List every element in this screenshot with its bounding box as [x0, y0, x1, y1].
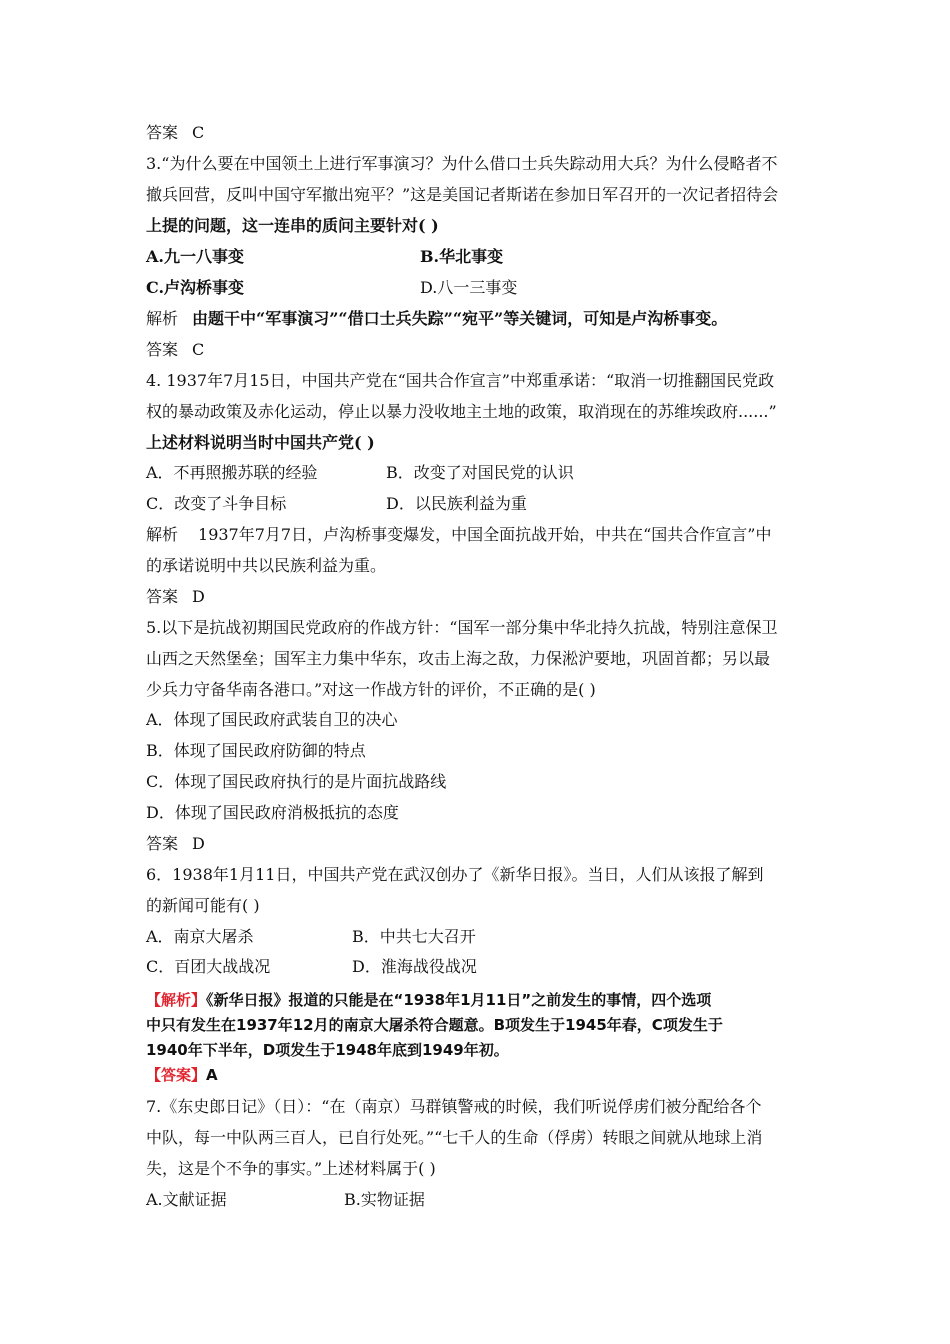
q5-stem-line-2: 山西之天然堡垒；国军主力集中华东，攻击上海之敌，力保淞沪要地，巩固首都；另以最 [146, 649, 771, 668]
q4-analysis-line-1 [146, 524, 771, 546]
q3-answer [146, 339, 204, 361]
answer-label: 答案 [146, 834, 179, 853]
q4-stem-line-2: 权的暴动政策及赤化运动，停止以暴力没收地主土地的政策，取消现在的苏维埃政府......” [146, 402, 777, 421]
q3-option-b: B.华北事变 [420, 247, 504, 266]
q4-option-b: B．改变了对国民党的认识 [386, 463, 574, 482]
q3-option-a: A.九一八事变 [146, 247, 244, 266]
q7-stem-line-1: 7.《东史郎日记》（日）：“在（南京）马群镇警戒的时候，我们听说俘虏们被分配给各个 [146, 1097, 762, 1116]
q6-stem-line-2: 的新闻可能有( ) [146, 896, 260, 915]
q3-analysis [146, 308, 727, 330]
q7-option-b: B.实物证据 [344, 1190, 425, 1209]
q5-stem-line-1: 5.以下是抗战初期国民党政府的作战方针：“国军一部分集中华北持久抗战，特别注意保卫 [146, 618, 778, 637]
q5-stem-line-3: 少兵力守备华南各港口。”对这一作战方针的评价，不正确的是( ) [146, 680, 596, 699]
answer-label: 答案 [146, 587, 179, 606]
q6-analysis-line-2: 中只有发生在1937年12月的南京大屠杀符合题意。B项发生于1945年春，C项发生于 [146, 1016, 723, 1034]
q7-stem-line-2: 中队，每一中队两三百人，已自行处死。”“七千人的生命（俘虏）转眼之间就从地球上消 [146, 1128, 763, 1147]
analysis-label: 解析 [146, 525, 179, 544]
q3-option-c: C.卢沟桥事变 [146, 278, 245, 297]
answer-label: 答案 [146, 123, 179, 142]
analysis-text: 1937年7月7日，卢沟桥事变爆发，中国全面抗战开始，中共在“国共合作宣言”中 [198, 525, 772, 544]
q7-option-a: A.文献证据 [146, 1190, 227, 1209]
q6-stem-line-1: 6．1938年1月11日，中国共产党在武汉创办了《新华日报》。当日，人们从该报了解到 [146, 865, 764, 884]
q6-answer [146, 1065, 218, 1086]
q5-answer [146, 833, 205, 855]
q6-option-d: D．淮海战役战况 [352, 957, 477, 976]
q5-option-c: C．体现了国民政府执行的是片面抗战路线 [146, 772, 447, 791]
answer-tag: 【答案】 [146, 1066, 207, 1084]
q6-option-b: B．中共七大召开 [352, 927, 476, 946]
analysis-label: 解析 [146, 309, 179, 328]
q4-answer [146, 586, 205, 608]
analysis-text: 由题干中“军事演习”“借口士兵失踪”“宛平”等关键词，可知是卢沟桥事变。 [192, 309, 728, 328]
q4-stem-line-1: 4. 1937年7月15日，中国共产党在“国共合作宣言”中郑重承诺：“取消一切推翻国民党政 [146, 371, 775, 390]
q2-answer [146, 122, 204, 144]
analysis-tag: 【解析】 [146, 991, 207, 1009]
analysis-text: 《新华日报》报道的只能是在“1938年1月11日”之前发生的事情，四个选项 [206, 991, 712, 1009]
q4-option-c: C．改变了斗争目标 [146, 494, 287, 513]
answer-label: 答案 [146, 340, 179, 359]
answer-value: A [206, 1066, 218, 1084]
q4-option-d: D．以民族利益为重 [386, 494, 527, 513]
q3-stem-line-1: 3.“为什么要在中国领土上进行军事演习？为什么借口士兵失踪动用大兵？为什么侵略者不 [146, 154, 778, 173]
q6-analysis-line-3: 1940年下半年，D项发生于1948年底到1949年初。 [146, 1041, 509, 1059]
answer-value: D [192, 834, 205, 853]
answer-value: D [192, 587, 205, 606]
q3-stem-line-2: 撤兵回营，反叫中国守军撤出宛平？”这是美国记者斯诺在参加日军召开的一次记者招待会 [146, 185, 779, 204]
q4-option-a: A．不再照搬苏联的经验 [146, 463, 318, 482]
answer-value: C [192, 340, 205, 359]
q5-option-b: B．体现了国民政府防御的特点 [146, 741, 366, 760]
q3-option-d: D.八一三事变 [420, 278, 518, 297]
q6-option-a: A．南京大屠杀 [146, 927, 254, 946]
q5-option-a: A．体现了国民政府武装自卫的决心 [146, 710, 398, 729]
answer-value: C [192, 123, 205, 142]
q4-stem-line-3: 上述材料说明当时中国共产党( ) [146, 433, 375, 452]
q6-analysis-line-1 [146, 990, 711, 1011]
q5-option-d: D．体现了国民政府消极抵抗的态度 [146, 803, 399, 822]
q4-analysis-line-2: 的承诺说明中共以民族利益为重。 [146, 556, 387, 575]
q7-stem-line-3: 失，这是个不争的事实。”上述材料属于( ) [146, 1159, 436, 1178]
q3-stem-line-3: 上提的问题，这一连串的质问主要针对( ) [146, 216, 439, 235]
q6-option-c: C．百团大战战况 [146, 957, 271, 976]
